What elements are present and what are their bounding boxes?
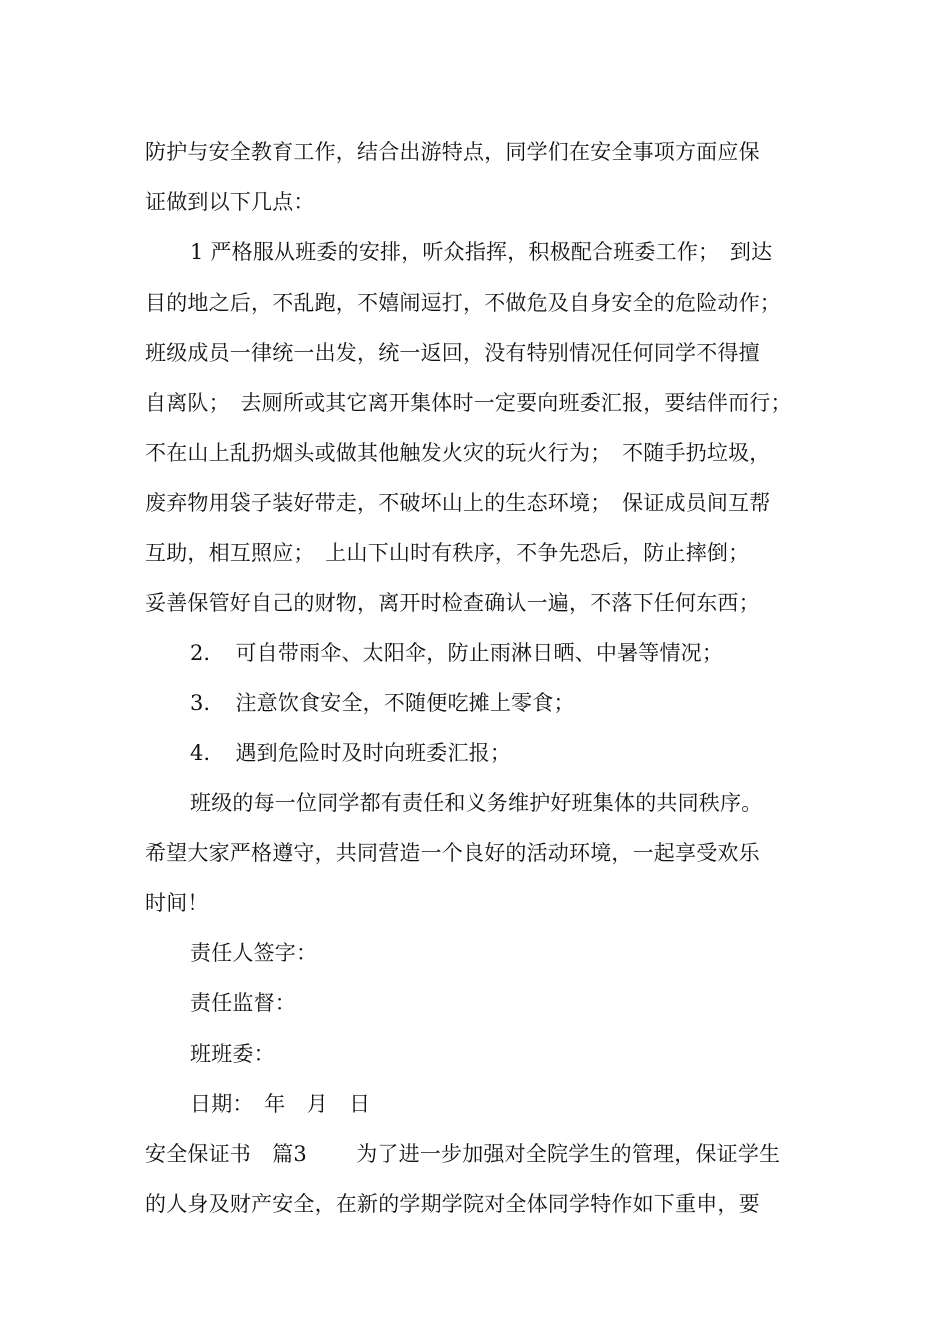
paragraph-line: 证做到以下几点：	[145, 190, 315, 214]
list-item-4: 4． 遇到危险时及时向班委汇报；	[190, 741, 512, 765]
list-item-3: 3． 注意饮食安全，不随便吃摊上零食；	[190, 691, 575, 715]
list-item-2: 2． 可自带雨伞、太阳伞，防止雨淋日晒、中暑等情况；	[190, 641, 724, 665]
committee-label: 班班委：	[190, 1042, 275, 1066]
date-label: 日期： 年 月 日	[190, 1092, 371, 1116]
paragraph-line: 班级成员一律统一出发，统一返回，没有特别情况任何同学不得擅	[145, 341, 760, 365]
signature-label: 责任人签字：	[190, 941, 318, 965]
supervisor-label: 责任监督：	[190, 991, 296, 1015]
paragraph-line: 妥善保管好自己的财物，离开时检查确认一遍，不落下任何东西；	[145, 591, 760, 615]
closing-paragraph-line: 班级的每一位同学都有责任和义务维护好班集体的共同秩序。	[190, 791, 763, 815]
closing-paragraph-line: 希望大家严格遵守，共同营造一个良好的活动环境，一起享受欢乐	[145, 841, 760, 865]
paragraph-line: 防护与安全教育工作，结合出游特点，同学们在安全事项方面应保	[145, 140, 760, 164]
paragraph-line: 目的地之后，不乱跑，不嬉闹逗打，不做危及自身安全的危险动作；	[145, 291, 781, 315]
paragraph-line: 互助，相互照应； 上山下山时有秩序，不争先恐后，防止摔倒；	[145, 541, 750, 565]
paragraph-line: 的人身及财产安全，在新的学期学院对全体同学特作如下重申，要	[145, 1192, 760, 1216]
paragraph-line: 废弃物用袋子装好带走，不破坏山上的生态环境； 保证成员间互帮	[145, 491, 771, 515]
section-heading-line: 安全保证书 篇3 为了进一步加强对全院学生的管理，保证学生	[145, 1142, 781, 1166]
paragraph-line: 自离队； 去厕所或其它离开集体时一定要向班委汇报，要结伴而行；	[145, 391, 792, 415]
paragraph-line: 不在山上乱扔烟头或做其他触发火灾的玩火行为； 不随手扔垃圾，	[145, 441, 771, 465]
list-item-1-line: 1 严格服从班委的安排，听众指挥，积极配合班委工作； 到达	[190, 240, 773, 264]
closing-paragraph-line: 时间！	[145, 891, 209, 915]
